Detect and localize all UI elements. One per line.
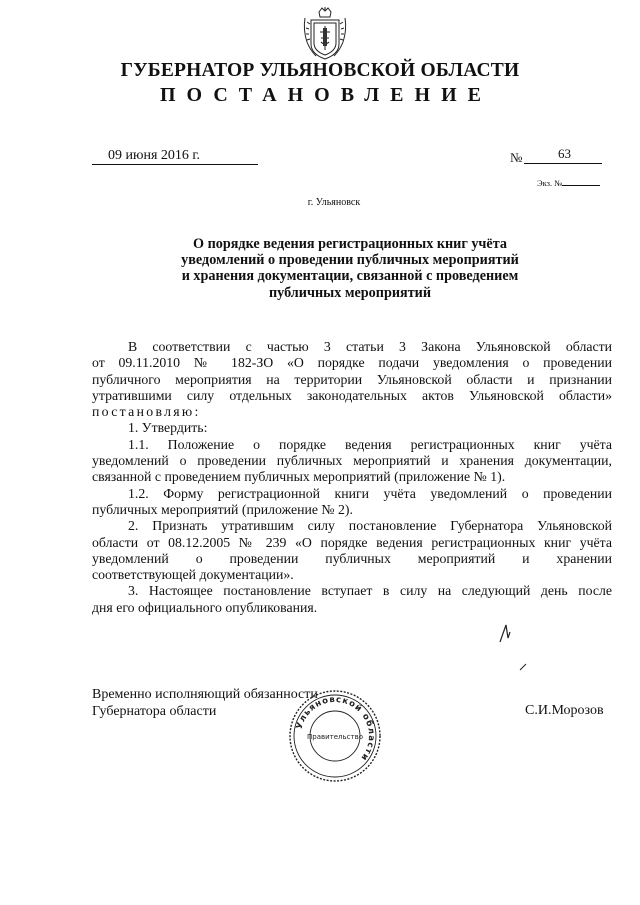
stamp-inner-text: Правительство (307, 733, 363, 741)
body-line: публичного мероприятия на территории Ульяновской области и признании (92, 371, 612, 387)
authority-title: ГУБЕРНАТОР УЛЬЯНОВСКОЙ ОБЛАСТИ (120, 60, 520, 81)
body-line: 1.2. Форму регистрационной книги учёта уведомлений о проведении (128, 485, 612, 501)
document-number (510, 146, 604, 166)
body-line: дня его официального опубликования. (92, 599, 318, 615)
body-line: утратившими силу отдельных законодательных актов Ульяновской области» (92, 387, 612, 403)
city: г. Ульяновск (307, 197, 361, 208)
subject-line: уведомлений о проведении публичных мероприятий (181, 252, 519, 269)
position-line: Губернатора области (92, 704, 217, 719)
document-subject (130, 236, 570, 301)
official-stamp-seal (287, 688, 383, 784)
document-type: ПОСТАНОВЛЕНИЕ (160, 84, 492, 106)
body-line: публичных мероприятий (приложение № 2). (92, 501, 353, 517)
signatory-position (92, 686, 318, 720)
document-date: 09 июня 2016 г. (92, 148, 258, 165)
handwritten-mark (496, 622, 518, 646)
body-line: уведомлений о проведении публичных мероприятий и хранении (92, 550, 612, 566)
body-line: В соответствии с частью 3 статьи 3 Закона Ульяновской области (128, 339, 612, 354)
body-line: 1.1. Положение о порядке ведения регистрационных книг учёта (128, 436, 612, 452)
copy-blank-line (562, 177, 600, 186)
body-line: от 09.11.2010 № 182-ЗО «О порядке подачи уведомления о проведении (92, 355, 612, 371)
subject-line: и хранения документации, связанной с проведением (181, 268, 519, 285)
subject-line: публичных мероприятий (268, 284, 432, 301)
body-line: 1. Утвердить: (128, 420, 208, 436)
decree-word: постановляю: (92, 404, 201, 420)
body-line: уведомлений о проведении публичных мероприятий и хранения документации, (92, 453, 612, 469)
svg-text:Ульяновской области (295, 695, 376, 763)
signatory-name: С.И.Морозов (525, 703, 604, 718)
body-line: области от 08.12.2005 № 239 «О порядке ведения регистрационных книг учёта (92, 534, 612, 550)
coat-of-arms-emblem (302, 6, 348, 62)
body-line: 3. Настоящее постановление вступает в силу на следующий день после (128, 583, 612, 599)
document-body (92, 339, 612, 616)
stamp-outer-text: Ульяновской области (294, 694, 377, 763)
subject-line: О порядке ведения регистрационных книг учёта (193, 236, 507, 252)
number-value: 63 (524, 144, 602, 164)
copy-label: Экз. № (537, 178, 563, 188)
position-line: Временно исполняющий обязанности (92, 687, 318, 702)
body-line: 2. Признать утратившим силу постановление Губернатора Ульяновской (128, 518, 612, 534)
handwritten-tick (518, 662, 528, 672)
body-line: соответствующей документации». (92, 567, 294, 583)
copy-number (537, 177, 607, 188)
body-line: связанной с проведением публичных мероприятий (приложение № 1). (92, 469, 506, 485)
number-label: № (510, 150, 523, 165)
